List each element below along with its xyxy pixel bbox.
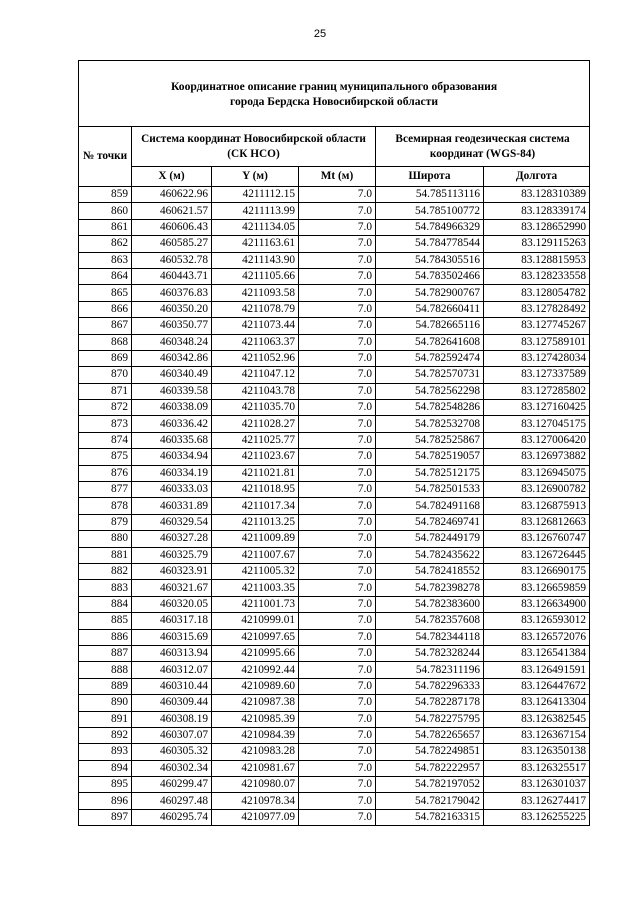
cell-point-number: 879: [79, 514, 132, 530]
cell-x: 460329.54: [132, 514, 212, 530]
table-row: [79, 695, 590, 711]
cell-y: 4211025.77: [212, 432, 299, 448]
cell-longitude: 83.128233558: [484, 268, 590, 284]
cell-latitude: 54.782296333: [376, 678, 484, 694]
header-point-number: № точки: [79, 127, 132, 187]
cell-longitude: 83.126572076: [484, 629, 590, 645]
cell-point-number: 887: [79, 645, 132, 661]
cell-latitude: 54.782357608: [376, 613, 484, 629]
cell-y: 4211007.67: [212, 547, 299, 563]
table-row: [79, 367, 590, 383]
cell-latitude: 54.782562298: [376, 383, 484, 399]
cell-x: 460305.32: [132, 744, 212, 760]
table-row: [79, 760, 590, 776]
cell-latitude: 54.782525867: [376, 432, 484, 448]
cell-point-number: 883: [79, 580, 132, 596]
cell-y: 4211013.25: [212, 514, 299, 530]
table-row: [79, 727, 590, 743]
cell-point-number: 866: [79, 301, 132, 317]
cell-longitude: 83.126367154: [484, 727, 590, 743]
cell-mt: 7.0: [299, 777, 376, 793]
cell-point-number: 859: [79, 187, 132, 203]
table-row: [79, 711, 590, 727]
cell-mt: 7.0: [299, 793, 376, 809]
cell-latitude: 54.782641608: [376, 334, 484, 350]
cell-latitude: 54.782398278: [376, 580, 484, 596]
cell-point-number: 880: [79, 531, 132, 547]
cell-longitude: 83.128652990: [484, 219, 590, 235]
cell-x: 460336.42: [132, 416, 212, 432]
cell-latitude: 54.782383600: [376, 596, 484, 612]
cell-longitude: 83.127045175: [484, 416, 590, 432]
cell-point-number: 871: [79, 383, 132, 399]
cell-mt: 7.0: [299, 334, 376, 350]
cell-mt: 7.0: [299, 432, 376, 448]
cell-x: 460443.71: [132, 268, 212, 284]
cell-x: 460331.89: [132, 498, 212, 514]
cell-longitude: 83.128054782: [484, 285, 590, 301]
cell-x: 460622.96: [132, 187, 212, 203]
cell-x: 460317.18: [132, 613, 212, 629]
cell-longitude: 83.126593012: [484, 613, 590, 629]
cell-point-number: 888: [79, 662, 132, 678]
cell-point-number: 865: [79, 285, 132, 301]
header-local-system: Система координат Новосибирской области (СК НСО): [132, 127, 376, 167]
cell-x: 460325.79: [132, 547, 212, 563]
cell-y: 4211003.35: [212, 580, 299, 596]
cell-x: 460297.48: [132, 793, 212, 809]
cell-y: 4211018.95: [212, 482, 299, 498]
cell-latitude: 54.782197052: [376, 777, 484, 793]
table-title: [79, 61, 590, 127]
cell-longitude: 83.129115263: [484, 236, 590, 252]
cell-longitude: 83.127428034: [484, 350, 590, 366]
cell-latitude: 54.782287178: [376, 695, 484, 711]
cell-point-number: 876: [79, 465, 132, 481]
cell-mt: 7.0: [299, 367, 376, 383]
table-row: [79, 744, 590, 760]
cell-mt: 7.0: [299, 236, 376, 252]
cell-mt: 7.0: [299, 727, 376, 743]
cell-y: 4211105.66: [212, 268, 299, 284]
cell-mt: 7.0: [299, 596, 376, 612]
cell-point-number: 877: [79, 482, 132, 498]
cell-longitude: 83.126812663: [484, 514, 590, 530]
cell-y: 4210992.44: [212, 662, 299, 678]
cell-latitude: 54.782592474: [376, 350, 484, 366]
header-mt: Mt (м): [299, 167, 376, 187]
cell-mt: 7.0: [299, 252, 376, 268]
cell-latitude: 54.782900767: [376, 285, 484, 301]
cell-x: 460295.74: [132, 809, 212, 825]
cell-longitude: 83.126447672: [484, 678, 590, 694]
cell-longitude: 83.127589101: [484, 334, 590, 350]
cell-mt: 7.0: [299, 465, 376, 481]
cell-point-number: 895: [79, 777, 132, 793]
cell-point-number: 861: [79, 219, 132, 235]
cell-x: 460338.09: [132, 400, 212, 416]
cell-x: 460307.07: [132, 727, 212, 743]
cell-mt: 7.0: [299, 678, 376, 694]
table-row: [79, 662, 590, 678]
cell-y: 4211023.67: [212, 449, 299, 465]
table-row: [79, 596, 590, 612]
cell-y: 4211009.89: [212, 531, 299, 547]
cell-latitude: 54.782469741: [376, 514, 484, 530]
table-row: [79, 629, 590, 645]
cell-y: 4211021.81: [212, 465, 299, 481]
table-row: [79, 793, 590, 809]
cell-y: 4211028.27: [212, 416, 299, 432]
cell-latitude: 54.784966329: [376, 219, 484, 235]
page-number: 25: [313, 28, 327, 40]
cell-longitude: 83.127006420: [484, 432, 590, 448]
cell-longitude: 83.127337589: [484, 367, 590, 383]
cell-mt: 7.0: [299, 416, 376, 432]
cell-latitude: 54.782501533: [376, 482, 484, 498]
cell-mt: 7.0: [299, 498, 376, 514]
cell-x: 460315.69: [132, 629, 212, 645]
cell-x: 460606.43: [132, 219, 212, 235]
cell-point-number: 873: [79, 416, 132, 432]
cell-x: 460333.03: [132, 482, 212, 498]
cell-mt: 7.0: [299, 187, 376, 203]
table-row: [79, 498, 590, 514]
table-row: [79, 350, 590, 366]
table-row: [79, 203, 590, 219]
cell-longitude: 83.126325517: [484, 760, 590, 776]
cell-longitude: 83.127828492: [484, 301, 590, 317]
cell-y: 4211063.37: [212, 334, 299, 350]
cell-longitude: 83.126255225: [484, 809, 590, 825]
cell-y: 4211001.73: [212, 596, 299, 612]
cell-y: 4211113.99: [212, 203, 299, 219]
cell-mt: 7.0: [299, 285, 376, 301]
cell-point-number: 874: [79, 432, 132, 448]
cell-longitude: 83.126690175: [484, 563, 590, 579]
cell-x: 460334.94: [132, 449, 212, 465]
cell-y: 4210978.34: [212, 793, 299, 809]
cell-x: 460342.86: [132, 350, 212, 366]
cell-latitude: 54.782328244: [376, 645, 484, 661]
cell-latitude: 54.785100772: [376, 203, 484, 219]
cell-y: 4210985.39: [212, 711, 299, 727]
cell-longitude: 83.128815953: [484, 252, 590, 268]
cell-mt: 7.0: [299, 531, 376, 547]
header-y: Y (м): [212, 167, 299, 187]
table-row: [79, 252, 590, 268]
table-row: [79, 563, 590, 579]
cell-point-number: 892: [79, 727, 132, 743]
cell-mt: 7.0: [299, 268, 376, 284]
cell-point-number: 896: [79, 793, 132, 809]
table-row: [79, 432, 590, 448]
cell-point-number: 864: [79, 268, 132, 284]
cell-point-number: 885: [79, 613, 132, 629]
cell-longitude: 83.126541384: [484, 645, 590, 661]
cell-y: 4210983.28: [212, 744, 299, 760]
cell-point-number: 860: [79, 203, 132, 219]
cell-point-number: 863: [79, 252, 132, 268]
table-row: [79, 383, 590, 399]
cell-x: 460323.91: [132, 563, 212, 579]
cell-y: 4210981.67: [212, 760, 299, 776]
table-row: [79, 777, 590, 793]
cell-point-number: 882: [79, 563, 132, 579]
cell-x: 460350.77: [132, 318, 212, 334]
cell-latitude: 54.782512175: [376, 465, 484, 481]
cell-mt: 7.0: [299, 514, 376, 530]
cell-y: 4211073.44: [212, 318, 299, 334]
cell-latitude: 54.782449179: [376, 531, 484, 547]
cell-mt: 7.0: [299, 301, 376, 317]
cell-y: 4211017.34: [212, 498, 299, 514]
cell-mt: 7.0: [299, 563, 376, 579]
cell-mt: 7.0: [299, 645, 376, 661]
cell-x: 460308.19: [132, 711, 212, 727]
cell-y: 4211112.15: [212, 187, 299, 203]
cell-latitude: 54.782491168: [376, 498, 484, 514]
cell-longitude: 83.126659859: [484, 580, 590, 596]
table-row: [79, 580, 590, 596]
table-title-line-2: города Бердска Новосибирской области: [230, 94, 439, 108]
header-latitude: Широта: [376, 167, 484, 187]
cell-latitude: 54.782548286: [376, 400, 484, 416]
cell-longitude: 83.126274417: [484, 793, 590, 809]
cell-mt: 7.0: [299, 449, 376, 465]
cell-mt: 7.0: [299, 318, 376, 334]
cell-point-number: 886: [79, 629, 132, 645]
cell-y: 4211143.90: [212, 252, 299, 268]
cell-latitude: 54.782275795: [376, 711, 484, 727]
cell-point-number: 891: [79, 711, 132, 727]
cell-x: 460585.27: [132, 236, 212, 252]
cell-y: 4210984.39: [212, 727, 299, 743]
cell-x: 460334.19: [132, 465, 212, 481]
table-row: [79, 449, 590, 465]
cell-point-number: 884: [79, 596, 132, 612]
table-row: [79, 187, 590, 203]
cell-point-number: 894: [79, 760, 132, 776]
cell-point-number: 897: [79, 809, 132, 825]
cell-y: 4210987.38: [212, 695, 299, 711]
cell-mt: 7.0: [299, 629, 376, 645]
cell-longitude: 83.126760747: [484, 531, 590, 547]
cell-x: 460348.24: [132, 334, 212, 350]
cell-longitude: 83.126301037: [484, 777, 590, 793]
cell-latitude: 54.782249851: [376, 744, 484, 760]
header-x: X (м): [132, 167, 212, 187]
cell-x: 460302.34: [132, 760, 212, 776]
table-row: [79, 400, 590, 416]
cell-mt: 7.0: [299, 400, 376, 416]
cell-point-number: 872: [79, 400, 132, 416]
cell-longitude: 83.127745267: [484, 318, 590, 334]
cell-longitude: 83.126634900: [484, 596, 590, 612]
cell-mt: 7.0: [299, 350, 376, 366]
cell-longitude: 83.126875913: [484, 498, 590, 514]
table-row: [79, 514, 590, 530]
cell-longitude: 83.126973882: [484, 449, 590, 465]
cell-longitude: 83.127285802: [484, 383, 590, 399]
cell-longitude: 83.126900782: [484, 482, 590, 498]
table-row: [79, 809, 590, 825]
table-row: [79, 334, 590, 350]
cell-latitude: 54.782222957: [376, 760, 484, 776]
cell-mt: 7.0: [299, 711, 376, 727]
cell-y: 4211047.12: [212, 367, 299, 383]
cell-x: 460335.68: [132, 432, 212, 448]
cell-latitude: 54.782179042: [376, 793, 484, 809]
cell-mt: 7.0: [299, 760, 376, 776]
cell-latitude: 54.784305516: [376, 252, 484, 268]
cell-longitude: 83.127160425: [484, 400, 590, 416]
cell-longitude: 83.128339174: [484, 203, 590, 219]
cell-longitude: 83.126945075: [484, 465, 590, 481]
cell-mt: 7.0: [299, 662, 376, 678]
cell-y: 4211052.96: [212, 350, 299, 366]
cell-latitude: 54.782435622: [376, 547, 484, 563]
cell-point-number: 868: [79, 334, 132, 350]
cell-y: 4210980.07: [212, 777, 299, 793]
cell-y: 4210999.01: [212, 613, 299, 629]
cell-point-number: 869: [79, 350, 132, 366]
cell-point-number: 881: [79, 547, 132, 563]
table-row: [79, 416, 590, 432]
cell-x: 460313.94: [132, 645, 212, 661]
table-row: [79, 219, 590, 235]
cell-point-number: 867: [79, 318, 132, 334]
cell-point-number: 878: [79, 498, 132, 514]
cell-latitude: 54.783502466: [376, 268, 484, 284]
cell-x: 460350.20: [132, 301, 212, 317]
table-row: [79, 613, 590, 629]
cell-latitude: 54.784778544: [376, 236, 484, 252]
cell-x: 460376.83: [132, 285, 212, 301]
cell-x: 460339.58: [132, 383, 212, 399]
cell-x: 460340.49: [132, 367, 212, 383]
cell-x: 460532.78: [132, 252, 212, 268]
table-row: [79, 236, 590, 252]
cell-mt: 7.0: [299, 482, 376, 498]
cell-latitude: 54.785113116: [376, 187, 484, 203]
cell-longitude: 83.126382545: [484, 711, 590, 727]
cell-x: 460310.44: [132, 678, 212, 694]
coordinates-table: [78, 60, 590, 826]
cell-y: 4211163.61: [212, 236, 299, 252]
table-row: [79, 531, 590, 547]
cell-point-number: 889: [79, 678, 132, 694]
cell-x: 460312.07: [132, 662, 212, 678]
cell-x: 460327.28: [132, 531, 212, 547]
cell-mt: 7.0: [299, 547, 376, 563]
cell-mt: 7.0: [299, 203, 376, 219]
cell-mt: 7.0: [299, 383, 376, 399]
cell-latitude: 54.782665116: [376, 318, 484, 334]
cell-point-number: 870: [79, 367, 132, 383]
cell-y: 4210997.65: [212, 629, 299, 645]
table-row: [79, 268, 590, 284]
cell-x: 460320.05: [132, 596, 212, 612]
cell-mt: 7.0: [299, 809, 376, 825]
table-body: [79, 187, 590, 826]
cell-y: 4211093.58: [212, 285, 299, 301]
cell-mt: 7.0: [299, 744, 376, 760]
cell-latitude: 54.782265657: [376, 727, 484, 743]
cell-point-number: 893: [79, 744, 132, 760]
cell-mt: 7.0: [299, 219, 376, 235]
cell-y: 4211005.32: [212, 563, 299, 579]
cell-latitude: 54.782163315: [376, 809, 484, 825]
cell-point-number: 875: [79, 449, 132, 465]
cell-y: 4210977.09: [212, 809, 299, 825]
cell-latitude: 54.782311196: [376, 662, 484, 678]
cell-x: 460309.44: [132, 695, 212, 711]
cell-latitude: 54.782532708: [376, 416, 484, 432]
cell-mt: 7.0: [299, 580, 376, 596]
cell-latitude: 54.782344118: [376, 629, 484, 645]
table-row: [79, 301, 590, 317]
header-longitude: Долгота: [484, 167, 590, 187]
header-wgs-system: Всемирная геодезическая система координат (WGS-84): [376, 127, 590, 167]
cell-y: 4211134.05: [212, 219, 299, 235]
cell-y: 4210989.60: [212, 678, 299, 694]
cell-longitude: 83.128310389: [484, 187, 590, 203]
cell-longitude: 83.126726445: [484, 547, 590, 563]
cell-y: 4211035.70: [212, 400, 299, 416]
table-row: [79, 547, 590, 563]
cell-x: 460321.67: [132, 580, 212, 596]
cell-longitude: 83.126491591: [484, 662, 590, 678]
cell-longitude: 83.126350138: [484, 744, 590, 760]
cell-x: 460621.57: [132, 203, 212, 219]
cell-latitude: 54.782418552: [376, 563, 484, 579]
table-row: [79, 645, 590, 661]
cell-latitude: 54.782570731: [376, 367, 484, 383]
table-row: [79, 318, 590, 334]
cell-point-number: 890: [79, 695, 132, 711]
cell-longitude: 83.126413304: [484, 695, 590, 711]
cell-latitude: 54.782519057: [376, 449, 484, 465]
table-title-line-1: Координатное описание границ муниципального образования: [170, 79, 498, 93]
cell-y: 4210995.66: [212, 645, 299, 661]
cell-mt: 7.0: [299, 613, 376, 629]
cell-y: 4211078.79: [212, 301, 299, 317]
table-row: [79, 285, 590, 301]
cell-x: 460299.47: [132, 777, 212, 793]
table-row: [79, 465, 590, 481]
cell-y: 4211043.78: [212, 383, 299, 399]
cell-latitude: 54.782660411: [376, 301, 484, 317]
table-row: [79, 678, 590, 694]
cell-point-number: 862: [79, 236, 132, 252]
cell-mt: 7.0: [299, 695, 376, 711]
table-row: [79, 482, 590, 498]
